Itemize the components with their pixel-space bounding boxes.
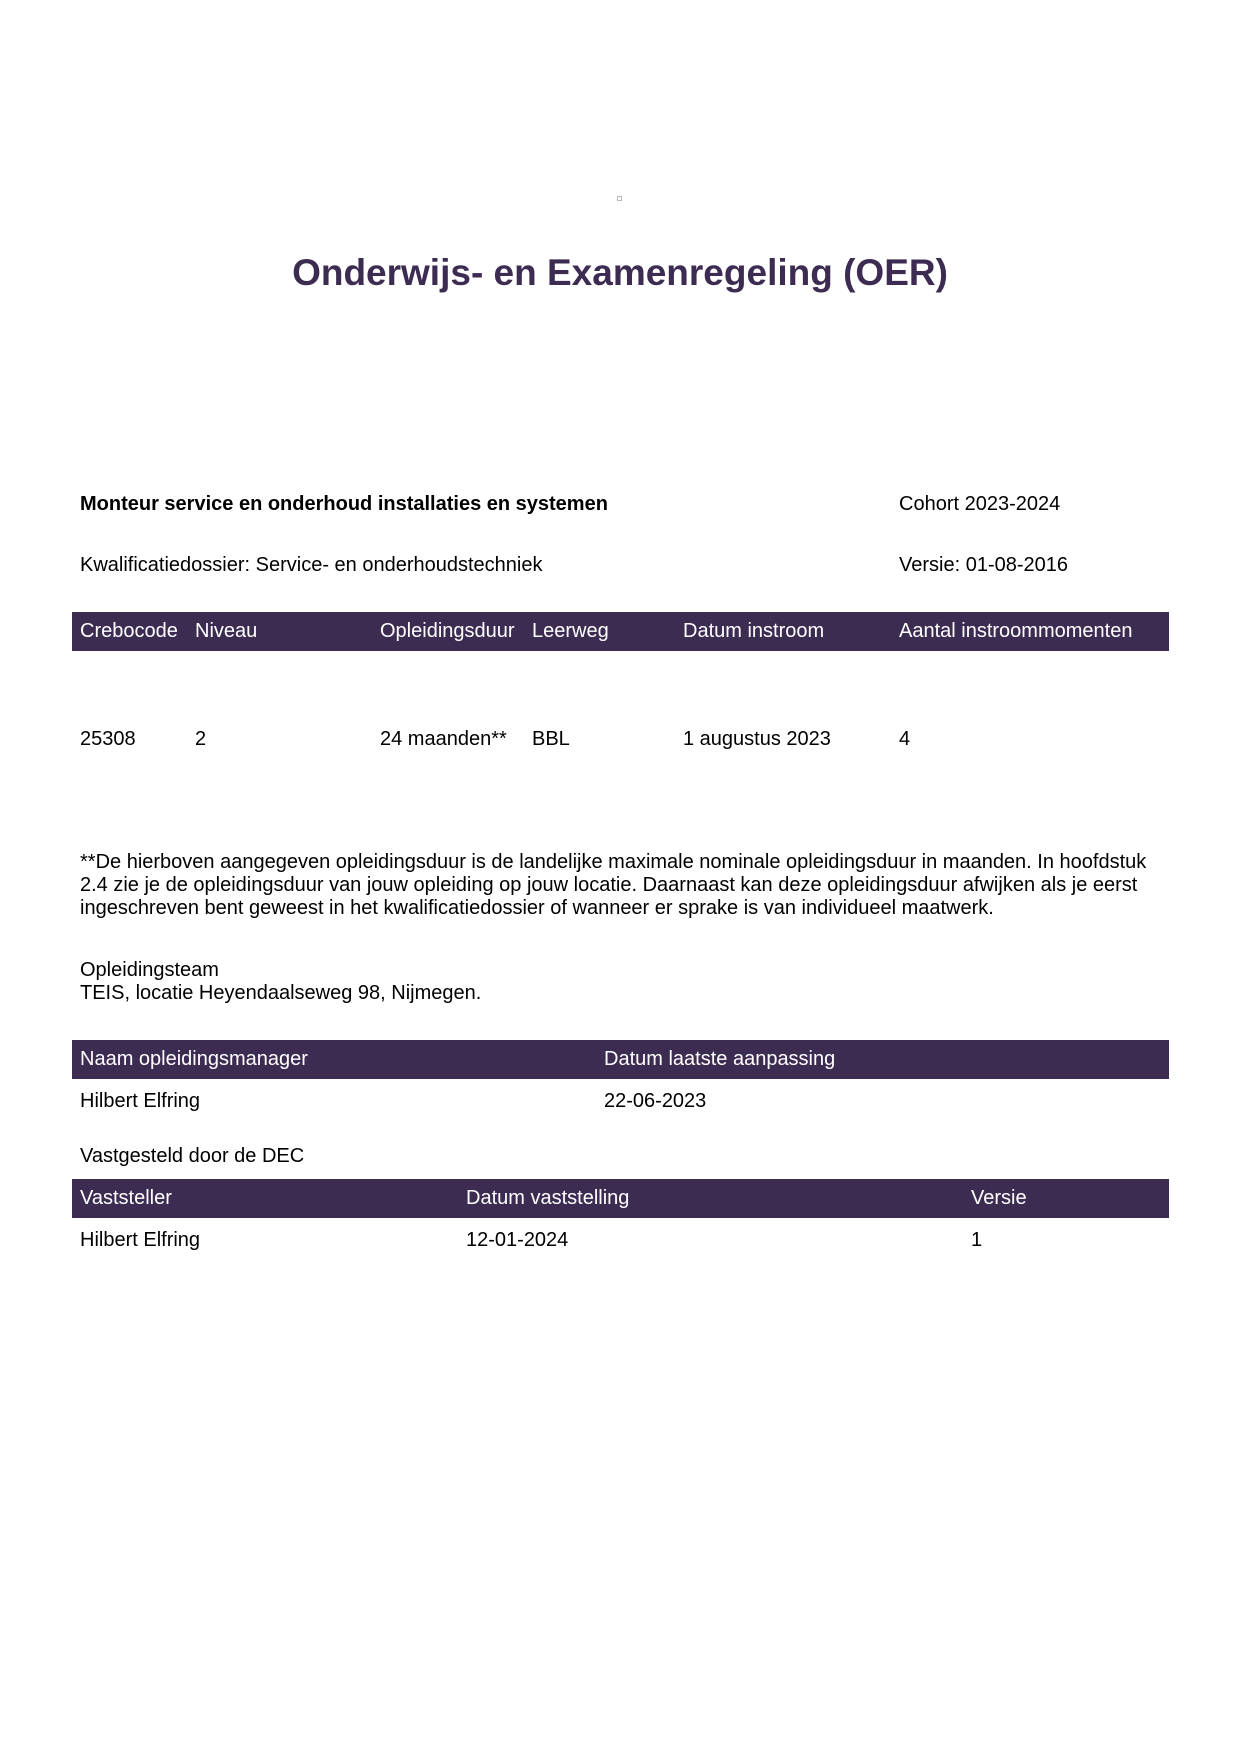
header-leerweg: Leerweg	[532, 620, 609, 642]
cohort: Cohort 2023-2024	[899, 493, 1061, 515]
cell-niveau: 2	[195, 728, 207, 750]
dec-label: Vastgesteld door de DEC	[80, 1145, 305, 1167]
dec-vaststeller: Hilbert Elfring	[80, 1229, 201, 1251]
dec-table-header	[72, 1179, 1169, 1218]
header-datum-vaststelling: Datum vaststelling	[466, 1187, 630, 1209]
team-location: TEIS, locatie Heyendaalseweg 98, Nijmegen.	[80, 982, 482, 1004]
image-placeholder-icon	[617, 196, 622, 201]
dec-datum-vaststelling: 12-01-2024	[466, 1229, 569, 1251]
cell-datum-instroom: 1 augustus 2023	[683, 728, 831, 750]
program-name: Monteur service en onderhoud installaties en systemen	[80, 493, 608, 515]
cell-crebocode: 25308	[80, 728, 136, 750]
header-datum-laatste-aanpassing: Datum laatste aanpassing	[604, 1048, 836, 1070]
dec-versie: 1	[971, 1229, 983, 1251]
cell-leerweg: BBL	[532, 728, 570, 750]
header-opleidingsduur: Opleidingsduur	[380, 620, 515, 642]
manager-name: Hilbert Elfring	[80, 1090, 201, 1112]
header-vaststeller: Vaststeller	[80, 1187, 172, 1209]
cell-opleidingsduur: 24 maanden**	[380, 728, 507, 750]
header-versie: Versie	[971, 1187, 1027, 1209]
header-niveau: Niveau	[195, 620, 258, 642]
page-title: Onderwijs- en Examenregeling (OER)	[292, 252, 948, 293]
manager-table-header	[72, 1040, 1169, 1079]
team-label: Opleidingsteam	[80, 959, 219, 981]
header-aantal-instroommomenten: Aantal instroommomenten	[899, 620, 1133, 642]
cell-aantal-instroommomenten: 4	[899, 728, 911, 750]
last-modified-date: 22-06-2023	[604, 1090, 707, 1112]
main-table-header	[72, 612, 1169, 651]
qualification-version: Versie: 01-08-2016	[899, 554, 1069, 576]
header-crebocode: Crebocode	[80, 620, 178, 642]
qualification-file: Kwalificatiedossier: Service- en onderhoudstechniek	[80, 554, 543, 576]
header-naam-opleidingsmanager: Naam opleidingsmanager	[80, 1048, 308, 1070]
footnote: **De hierboven aangegeven opleidingsduur is de landelijke maximale nominale opleidingsduur in maanden. In hoofdstuk 2.4 zie je de opleidingsduur van jouw opleiding op jouw locatie. Daarnaast kan deze opleidingsduur afwijken als je eerst ingeschreven bent geweest in het kwalificatiedossier of wanneer er sprake is van individueel maatwerk.	[80, 851, 1147, 919]
header-datum-instroom: Datum instroom	[683, 620, 825, 642]
